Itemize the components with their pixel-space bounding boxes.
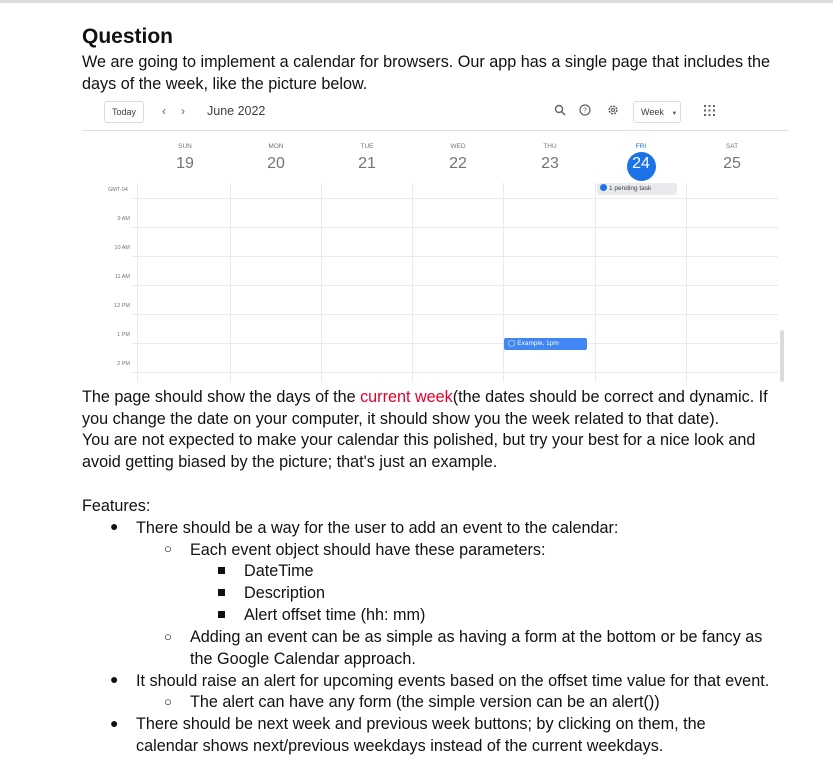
day-label-tue: TUE <box>360 143 374 150</box>
chevron-left-icon[interactable]: ‹ <box>162 104 166 118</box>
bullet-hollow-icon: ○ <box>164 694 172 709</box>
bullet-icon: ● <box>110 671 119 687</box>
svg-text:?: ? <box>583 107 587 115</box>
hour-label: 1 PM <box>117 332 130 338</box>
feature-item-2: It should raise an alert for upcoming events based on the offset time value for that event. <box>136 672 770 690</box>
day-date-mon[interactable]: 20 <box>267 155 285 172</box>
day-date-tue[interactable]: 21 <box>358 155 376 172</box>
check-circle-icon <box>600 184 607 191</box>
bullet-square-icon <box>218 567 225 574</box>
scrollbar[interactable] <box>780 330 784 382</box>
hour-label: 11 AM <box>114 274 130 280</box>
bullet-hollow-icon: ○ <box>164 629 172 644</box>
para-line-3: You are not expected to make your calendar this polished, but try your best for a nice look and <box>82 431 756 449</box>
para-line-4: avoid getting biased by the picture; that's just an example. <box>82 453 498 471</box>
bullet-icon: ● <box>110 715 119 731</box>
day-date-fri[interactable]: 24 <box>632 155 650 172</box>
day-label-sat: SAT <box>725 143 739 150</box>
view-select-label: Week <box>641 107 664 117</box>
feature-item-1a: Each event object should have these parameters: <box>190 541 546 559</box>
feature-item-3-line-1: There should be next week and previous week buttons; by clicking on them, the <box>136 715 706 733</box>
hour-label: 9 AM <box>117 216 130 222</box>
question-heading: Question <box>82 25 174 48</box>
view-select[interactable] <box>633 101 681 123</box>
apps-grid-icon[interactable] <box>704 105 715 119</box>
calendar-screenshot <box>82 98 788 382</box>
page-top-border <box>0 0 833 3</box>
feature-item-1b-line-1: Adding an event can be as simple as having a form at the bottom or be fancy as <box>190 628 763 646</box>
day-date-sat[interactable]: 25 <box>723 155 741 172</box>
day-label-sun: SUN <box>178 143 192 150</box>
feature-item-2a: The alert can have any form (the simple version can be an alert()) <box>190 693 660 711</box>
param-description: Description <box>244 584 325 602</box>
day-date-sun[interactable]: 19 <box>176 155 194 172</box>
search-icon[interactable] <box>554 104 566 119</box>
hour-label: 12 PM <box>114 303 130 309</box>
gear-icon[interactable] <box>607 104 619 119</box>
pending-task-label: 1 pending task <box>609 185 652 192</box>
features-title: Features: <box>82 497 151 515</box>
feature-item-3-line-2: calendar shows next/previous weekdays instead of the current weekdays. <box>136 737 664 755</box>
para-line-1-text: The page should show the days of the <box>82 388 361 406</box>
document-intro <box>82 23 802 95</box>
bullet-hollow-icon: ○ <box>164 541 172 556</box>
month-label: June 2022 <box>207 104 266 118</box>
bullet-square-icon <box>218 611 225 618</box>
feature-item-1: There should be a way for the user to add an event to the calendar: <box>136 519 619 537</box>
pending-task-chip[interactable] <box>597 183 677 195</box>
event-chip[interactable] <box>504 338 587 350</box>
bullet-icon: ● <box>110 518 119 534</box>
day-label-thu: THU <box>543 143 557 150</box>
today-button[interactable]: Today <box>104 101 144 123</box>
hour-label: 2 PM <box>117 361 130 367</box>
hour-label: 10 AM <box>114 245 130 251</box>
para-line-2: you change the date on your computer, it should show you the week related to that date). <box>82 410 720 428</box>
timezone-label: GMT-04 <box>108 187 128 193</box>
help-icon[interactable] <box>579 104 591 119</box>
bullet-square-icon <box>218 589 225 596</box>
day-date-wed[interactable]: 22 <box>449 155 467 172</box>
para-line-1-tail: (the dates should be correct and dynamic. If <box>452 388 768 406</box>
intro-line-1: We are going to implement a calendar for browsers. Our app has a single page that includes the <box>82 53 771 71</box>
check-circle-icon: ◯ <box>508 340 516 347</box>
day-label-wed: WED <box>450 143 466 150</box>
day-label-fri: FRI <box>635 143 647 150</box>
day-date-thu[interactable]: 23 <box>541 155 559 172</box>
day-label-mon: MON <box>268 143 284 150</box>
param-datetime: DateTime <box>244 562 314 580</box>
event-label: Example, 1pm <box>517 340 559 347</box>
chevron-right-icon[interactable]: › <box>181 104 185 118</box>
calendar-toolbar <box>82 98 788 130</box>
feature-item-1b-line-2: the Google Calendar approach. <box>190 650 416 668</box>
para-line-1 <box>82 386 768 408</box>
caret-down-icon: ▼ <box>671 111 678 117</box>
toolbar-divider <box>82 130 788 131</box>
intro-line-2: days of the week, like the picture below. <box>82 75 368 93</box>
param-alert-offset: Alert offset time (hh: mm) <box>244 606 426 624</box>
current-week-highlight: current week <box>360 388 453 406</box>
